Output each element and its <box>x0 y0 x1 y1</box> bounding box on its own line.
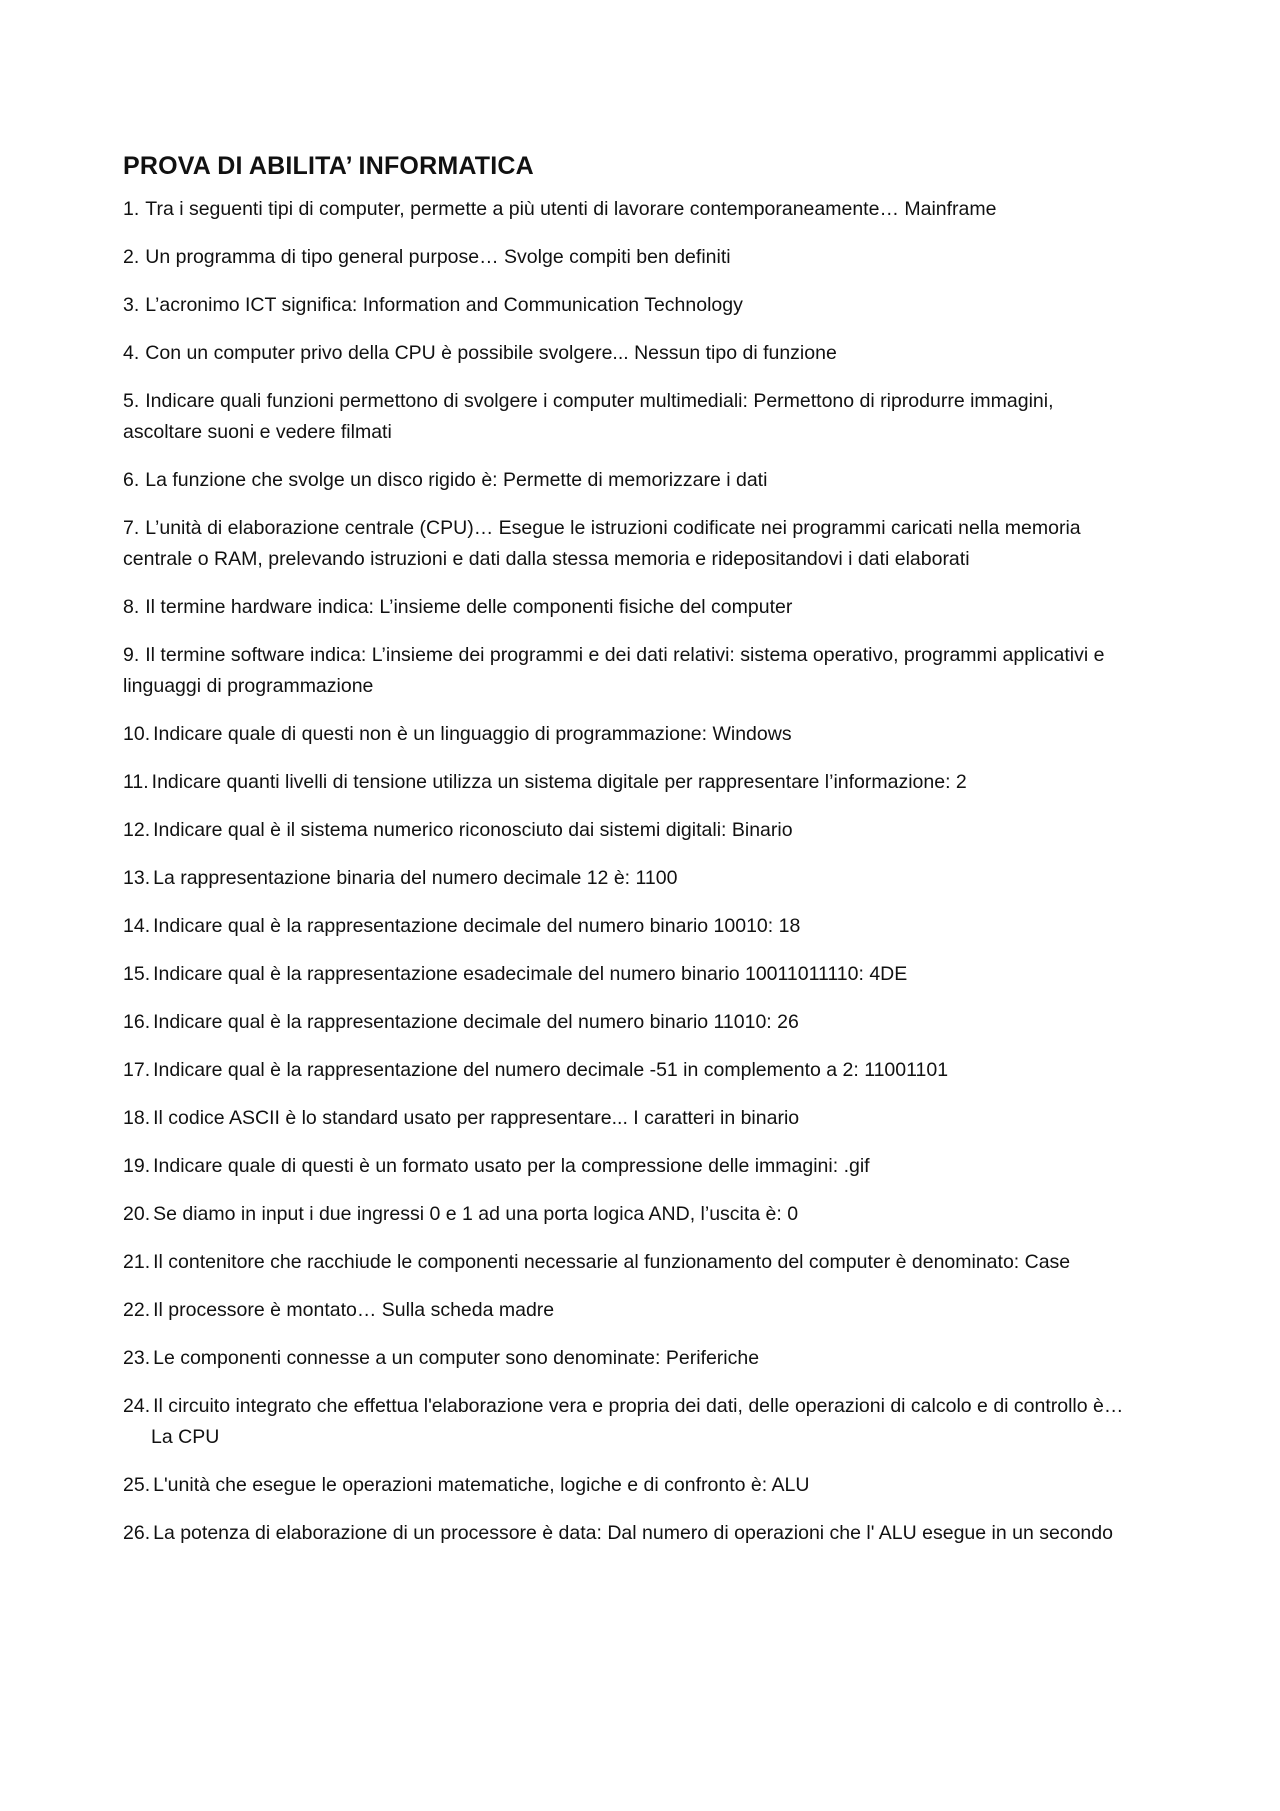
question-text: Indicare qual è il sistema numerico riconosciuto dai sistemi digitali: Binario <box>153 819 793 841</box>
question-text: La potenza di elaborazione di un processore è data: Dal numero di operazioni che l' ALU esegue in un secondo <box>153 1522 1113 1544</box>
question-item <box>123 959 1133 990</box>
question-text: Le componenti connesse a un computer sono denominate: Periferiche <box>153 1347 760 1369</box>
document-title: PROVA DI ABILITA’ INFORMATICA <box>123 152 534 180</box>
question-number: 1. <box>123 198 140 220</box>
question-item <box>123 1151 1133 1182</box>
question-text: Indicare qual è la rappresentazione esadecimale del numero binario 10011011110: 4DE <box>153 963 908 985</box>
question-answer: La CPU <box>151 1426 220 1448</box>
question-text: La rappresentazione binaria del numero decimale 12 è: 1100 <box>153 867 678 889</box>
question-number: 2. <box>123 246 140 268</box>
question-text: Il processore è montato… Sulla scheda madre <box>153 1299 555 1321</box>
question-text: Il codice ASCII è lo standard usato per rappresentare... I caratteri in binario <box>153 1107 800 1129</box>
question-number: 7. <box>123 517 140 539</box>
question-item <box>123 513 1133 575</box>
question-text: Il circuito integrato che effettua l'elaborazione vera e propria dei dati, delle operazioni di calcolo e di controllo è… <box>153 1395 1124 1417</box>
question-text: Il contenitore che racchiude le componenti necessarie al funzionamento del computer è denominato: Case <box>153 1251 1071 1273</box>
question-number: 22. <box>123 1299 151 1321</box>
question-number: 18. <box>123 1107 151 1129</box>
question-item <box>123 719 1133 750</box>
question-item <box>123 338 1133 369</box>
question-number: 15. <box>123 963 151 985</box>
question-text: Un programma di tipo general purpose… Svolge compiti ben definiti <box>145 246 731 268</box>
question-text: Il termine software indica: L’insieme dei programmi e dei dati relativi: sistema operativo, programmi applicativi e linguaggi di programmazione <box>123 644 1105 697</box>
question-number: 16. <box>123 1011 151 1033</box>
question-item <box>123 1199 1133 1230</box>
question-number: 5. <box>123 390 140 412</box>
question-number: 19. <box>123 1155 151 1177</box>
question-number: 24. <box>123 1395 151 1417</box>
question-item <box>123 863 1133 894</box>
question-item <box>123 386 1133 448</box>
question-number: 3. <box>123 294 140 316</box>
question-item <box>123 465 1133 496</box>
question-item <box>123 1055 1133 1086</box>
question-text: Indicare qual è la rappresentazione del numero decimale -51 in complemento a 2: 11001101 <box>153 1059 949 1081</box>
question-text: La funzione che svolge un disco rigido è: Permette di memorizzare i dati <box>145 469 768 491</box>
question-item <box>123 815 1133 846</box>
question-item <box>123 1295 1133 1326</box>
question-text: Indicare quale di questi è un formato usato per la compressione delle immagini: .gif <box>153 1155 870 1177</box>
question-text: Indicare quale di questi non è un linguaggio di programmazione: Windows <box>153 723 792 745</box>
document-content <box>123 150 1133 1566</box>
question-item <box>123 242 1133 273</box>
question-item <box>123 194 1133 225</box>
question-item <box>123 1007 1133 1038</box>
question-number: 9. <box>123 644 140 666</box>
question-number: 6. <box>123 469 140 491</box>
question-list <box>123 194 1133 1549</box>
question-number: 8. <box>123 596 140 618</box>
question-text: Tra i seguenti tipi di computer, permette a più utenti di lavorare contemporaneamente… Mainframe <box>145 198 997 220</box>
question-text: L'unità che esegue le operazioni matematiche, logiche e di confronto è: ALU <box>153 1474 810 1496</box>
question-item <box>123 290 1133 321</box>
question-item <box>123 1391 1133 1453</box>
question-number: 10. <box>123 723 151 745</box>
question-text: Indicare quanti livelli di tensione utilizza un sistema digitale per rappresentare l’informazione: 2 <box>151 771 967 793</box>
question-number: 14. <box>123 915 151 937</box>
question-number: 25. <box>123 1474 151 1496</box>
question-number: 11. <box>123 771 149 793</box>
question-item <box>123 592 1133 623</box>
question-text: Indicare qual è la rappresentazione decimale del numero binario 11010: 26 <box>153 1011 799 1033</box>
question-number: 23. <box>123 1347 151 1369</box>
question-text: Indicare quali funzioni permettono di svolgere i computer multimediali: Permettono di riprodurre immagini, ascoltare suoni e vedere filmati <box>123 390 1054 443</box>
question-number: 12. <box>123 819 151 841</box>
question-item <box>123 1343 1133 1374</box>
question-item <box>123 767 1133 798</box>
question-text: Indicare qual è la rappresentazione decimale del numero binario 10010: 18 <box>153 915 801 937</box>
question-text: L’unità di elaborazione centrale (CPU)… Esegue le istruzioni codificate nei programmi caricati nella memoria centrale o RAM, prelevando istruzioni e dati dalla stessa memoria e ridepositandovi i dati elaborati <box>123 517 1081 570</box>
question-number: 26. <box>123 1522 151 1544</box>
question-text: L’acronimo ICT significa: Information and Communication Technology <box>145 294 743 316</box>
question-text: Se diamo in input i due ingressi 0 e 1 ad una porta logica AND, l’uscita è: 0 <box>153 1203 799 1225</box>
question-number: 21. <box>123 1251 151 1273</box>
question-number: 13. <box>123 867 151 889</box>
question-text: Con un computer privo della CPU è possibile svolgere... Nessun tipo di funzione <box>145 342 837 364</box>
question-item <box>123 1247 1133 1278</box>
question-item <box>123 1470 1133 1501</box>
question-item <box>123 1103 1133 1134</box>
question-number: 4. <box>123 342 140 364</box>
question-text: Il termine hardware indica: L’insieme delle componenti fisiche del computer <box>145 596 793 618</box>
question-number: 20. <box>123 1203 151 1225</box>
question-item <box>123 1518 1133 1549</box>
question-number: 17. <box>123 1059 151 1081</box>
question-item <box>123 640 1133 702</box>
question-item <box>123 911 1133 942</box>
